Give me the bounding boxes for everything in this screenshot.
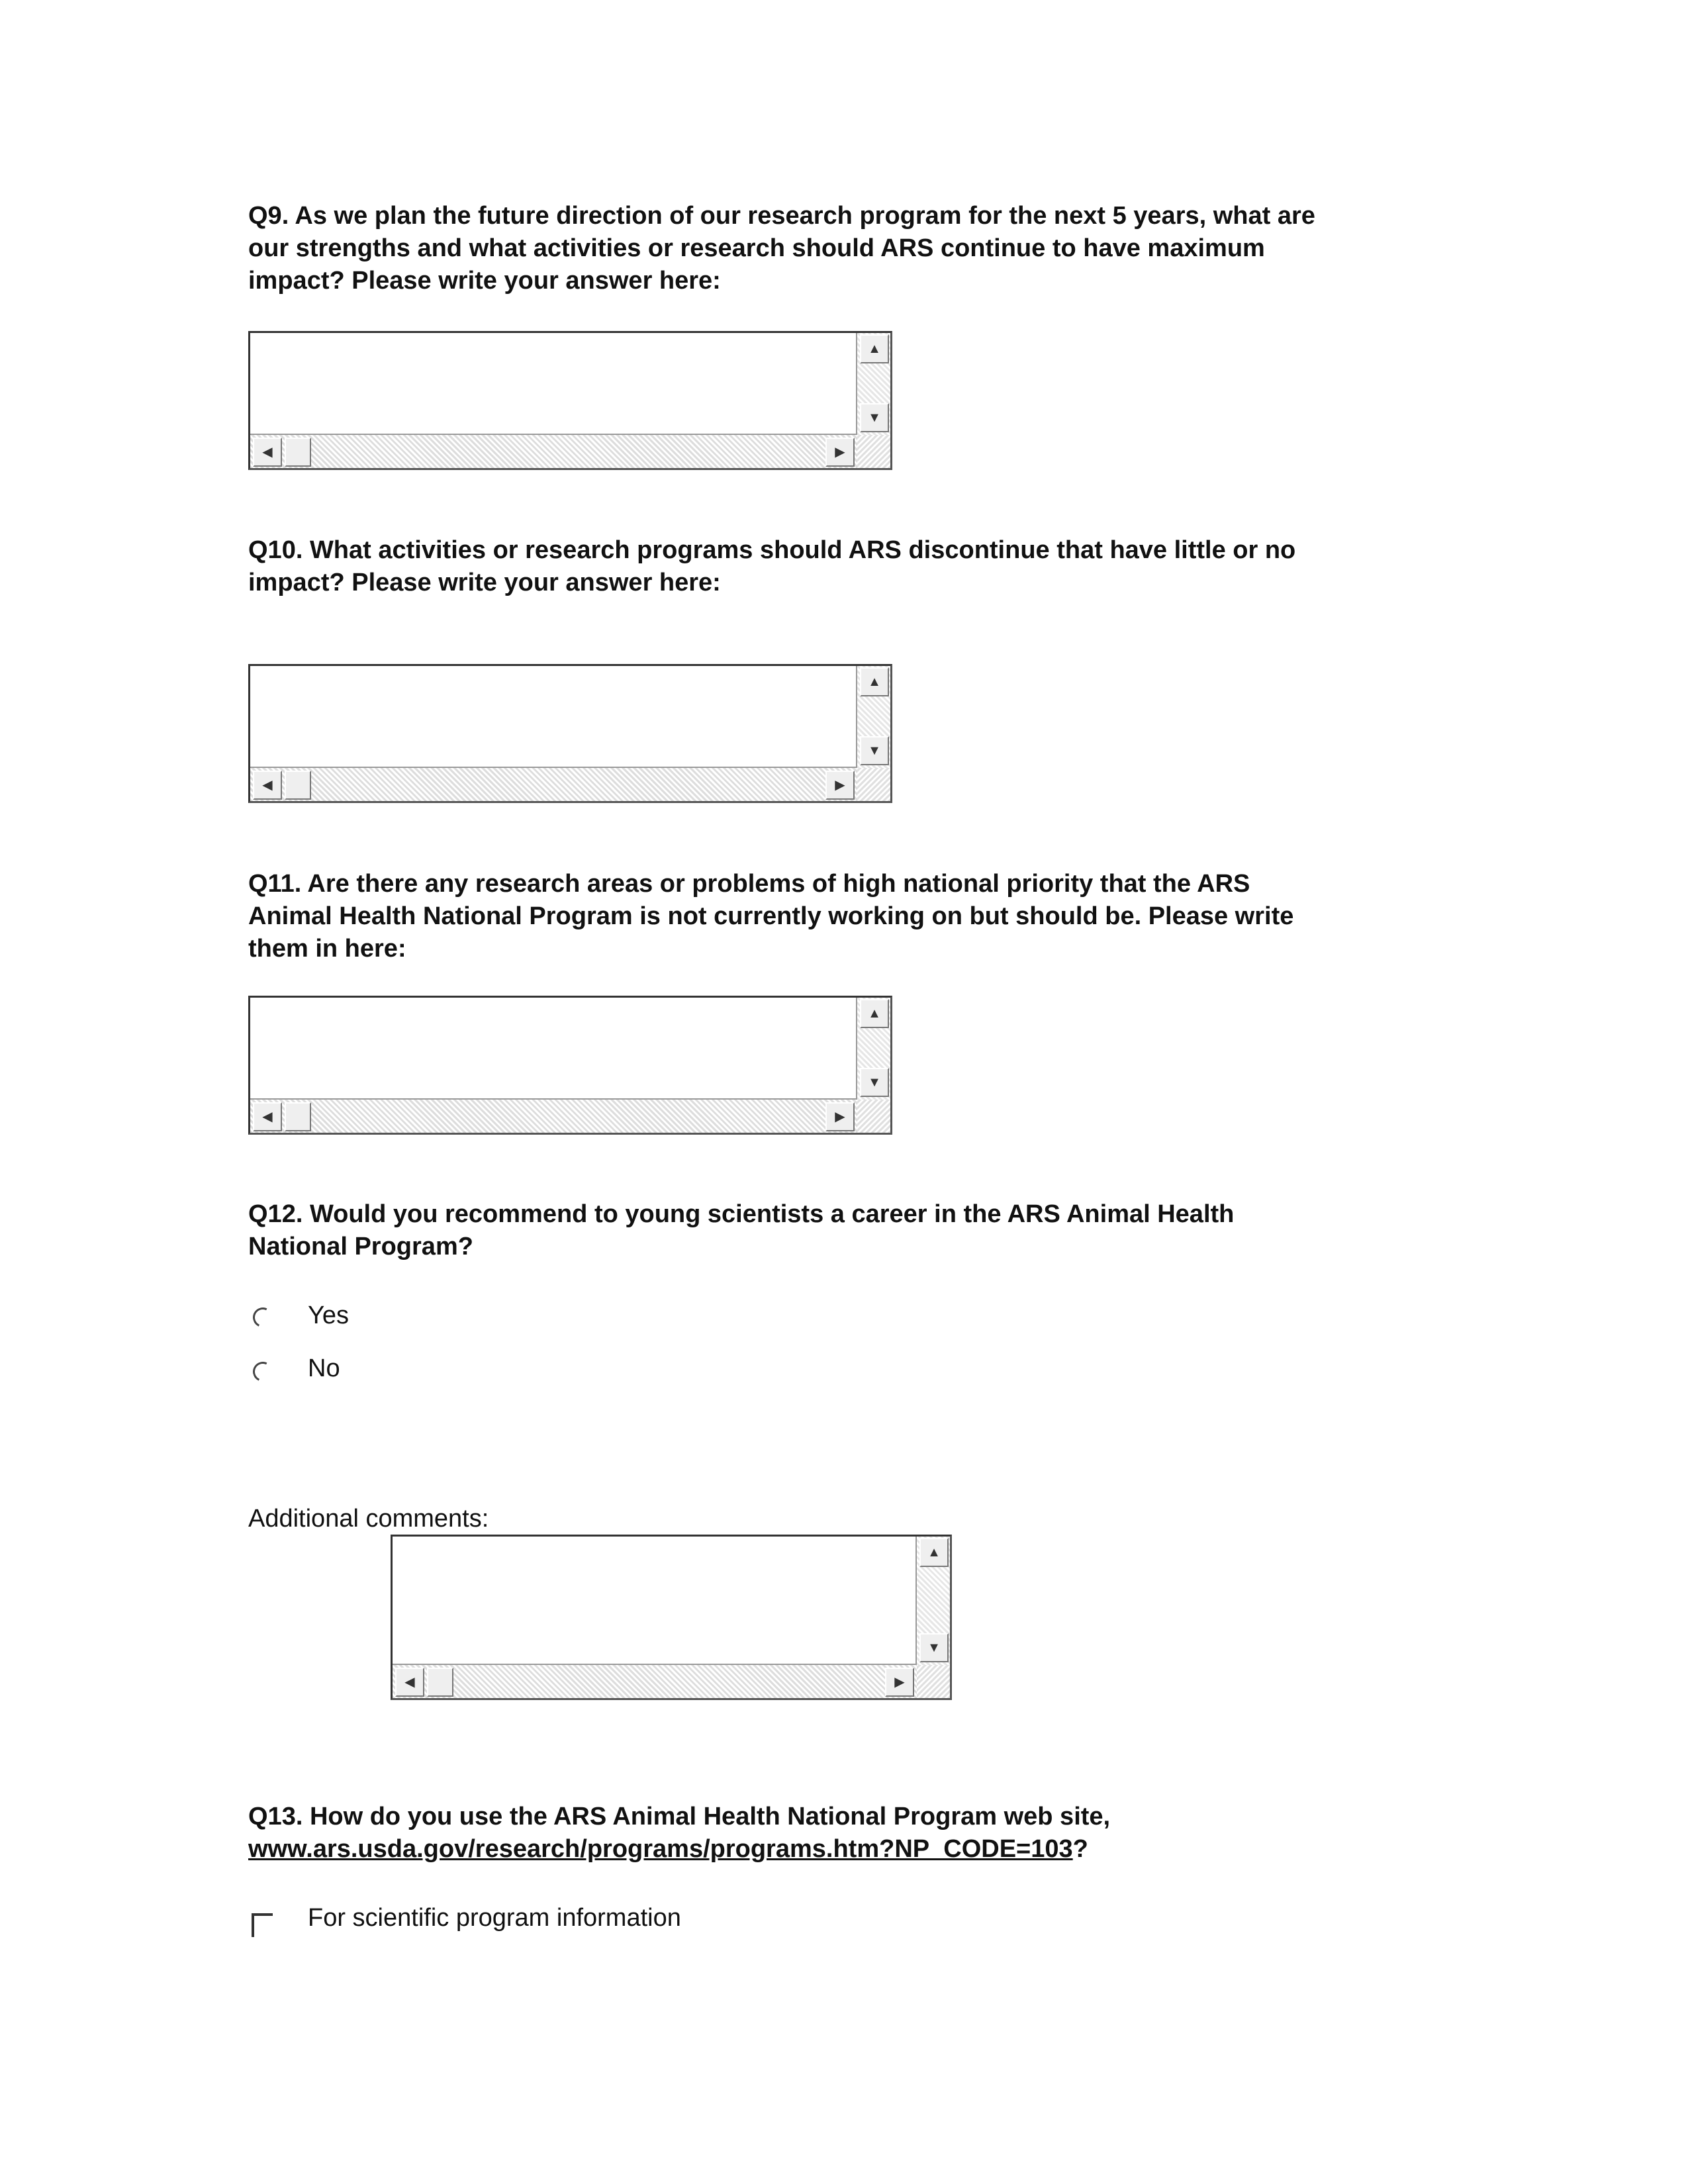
scroll-right-arrow-icon[interactable]: ▶ (885, 1668, 914, 1697)
q9-line: our strengths and what activities or research should ARS continue to have maximum (248, 234, 1265, 262)
scroll-down-arrow-icon[interactable]: ▼ (860, 1068, 889, 1097)
option-yes-label: Yes (308, 1302, 349, 1329)
scroll-left-arrow-icon[interactable]: ◀ (253, 1102, 282, 1131)
option-scientific-program-info-label: For scientific program information (308, 1904, 681, 1932)
q11-answer-textarea[interactable] (248, 996, 892, 1135)
checkbox-scientific-program-info[interactable] (252, 1913, 273, 1937)
additional-comments-label: Additional comments: (248, 1505, 489, 1533)
q9-prompt (248, 200, 1315, 297)
scroll-up-arrow-icon[interactable]: ▲ (860, 667, 889, 696)
q9-answer-textarea[interactable] (248, 331, 892, 470)
program-website-link[interactable]: www.ars.usda.gov/research/programs/programs.htm?NP_CODE=103 (248, 1835, 1073, 1863)
radio-yes[interactable] (250, 1305, 275, 1330)
q12-line: National Program? (248, 1233, 473, 1260)
horizontal-scrollbar[interactable] (250, 434, 857, 468)
scroll-down-arrow-icon[interactable]: ▼ (860, 403, 889, 432)
scroll-up-arrow-icon[interactable]: ▲ (860, 999, 889, 1028)
q12-line: Q12. Would you recommend to young scientists a career in the ARS Animal Health (248, 1200, 1235, 1228)
additional-comments-textarea[interactable] (391, 1535, 952, 1700)
scrollbar-corner (857, 1100, 890, 1133)
q10-line: impact? Please write your answer here: (248, 569, 721, 596)
q13-prompt (248, 1801, 1110, 1866)
q11-line: them in here: (248, 935, 406, 963)
q10-line: Q10. What activities or research programs should ARS discontinue that have little or no (248, 536, 1296, 564)
scrollbar-corner (857, 435, 890, 468)
scroll-thumb[interactable] (285, 1102, 311, 1131)
q11-prompt (248, 868, 1293, 965)
scroll-up-arrow-icon[interactable]: ▲ (919, 1538, 949, 1567)
q13-line: Q13. How do you use the ARS Animal Health National Program web site, (248, 1803, 1111, 1830)
scroll-right-arrow-icon[interactable]: ▶ (825, 438, 855, 467)
scroll-down-arrow-icon[interactable]: ▼ (919, 1633, 949, 1662)
scrollbar-corner (917, 1665, 950, 1698)
scroll-right-arrow-icon[interactable]: ▶ (825, 1102, 855, 1131)
horizontal-scrollbar[interactable] (250, 767, 857, 801)
horizontal-scrollbar[interactable] (250, 1098, 857, 1133)
scroll-thumb[interactable] (427, 1668, 453, 1697)
scroll-thumb[interactable] (285, 438, 311, 467)
scrollbar-corner (857, 768, 890, 801)
scroll-up-arrow-icon[interactable]: ▲ (860, 334, 889, 363)
q11-line: Animal Health National Program is not currently working on but should be. Please write (248, 902, 1294, 930)
scroll-left-arrow-icon[interactable]: ◀ (253, 771, 282, 800)
q10-prompt (248, 534, 1295, 599)
scroll-thumb[interactable] (285, 771, 311, 800)
scroll-right-arrow-icon[interactable]: ▶ (825, 771, 855, 800)
radio-no[interactable] (250, 1359, 275, 1384)
q9-line: Q9. As we plan the future direction of our research program for the next 5 years, what are (248, 202, 1315, 230)
scroll-left-arrow-icon[interactable]: ◀ (395, 1668, 424, 1697)
q10-answer-textarea[interactable] (248, 664, 892, 803)
q11-line: Q11. Are there any research areas or problems of high national priority that the ARS (248, 870, 1250, 898)
q12-prompt (248, 1198, 1234, 1263)
option-no-label: No (308, 1354, 340, 1382)
q13-url-line (248, 1833, 1110, 1866)
q13-question-mark: ? (1072, 1835, 1088, 1863)
scroll-down-arrow-icon[interactable]: ▼ (860, 736, 889, 765)
horizontal-scrollbar[interactable] (393, 1664, 917, 1698)
q9-line: impact? Please write your answer here: (248, 267, 721, 295)
scroll-left-arrow-icon[interactable]: ◀ (253, 438, 282, 467)
